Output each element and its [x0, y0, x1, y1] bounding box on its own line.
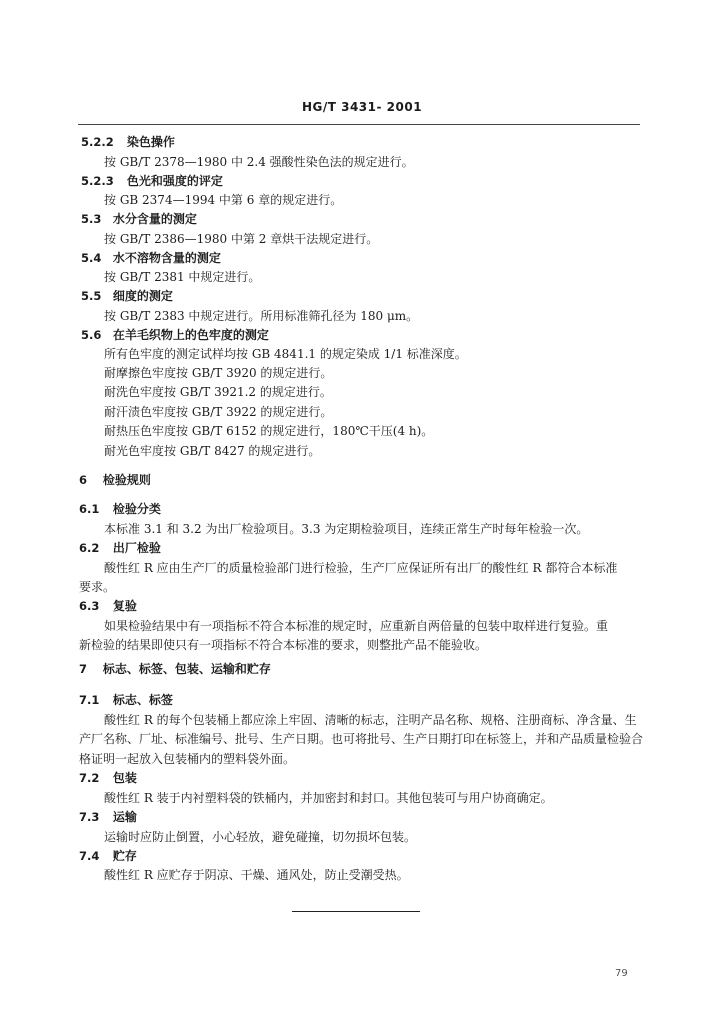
paragraph-line: 所有色牢度的测定试样均按 GB 4841.1 的规定染成 1/1 标准深度。: [104, 347, 467, 361]
paragraph-line: 耐光色牢度按 GB/T 8427 的规定进行。: [104, 444, 321, 458]
header-rule: [78, 124, 640, 125]
section-number: 6.3: [79, 599, 100, 613]
chapter-title: 检验规则: [102, 473, 151, 487]
section-title: 包装: [112, 771, 137, 785]
section-title: 运输: [112, 810, 137, 824]
chapter-number: 6: [79, 473, 88, 487]
document-header: HG/T 3431- 2001: [301, 100, 423, 114]
section-number: 5.4: [81, 251, 102, 265]
section-number: 5.6: [81, 328, 102, 342]
section-heading-7-2: [79, 771, 137, 785]
paragraph-line: 按 GB/T 2378—1980 中 2.4 强酸性染色法的规定进行。: [104, 155, 414, 169]
paragraph-line: 新检验的结果即使只有一项指标不符合本标准的要求，则整批产品不能验收。: [79, 638, 488, 652]
chapter-title: 标志、标签、包装、运输和贮存: [102, 662, 271, 676]
paragraph-line: 耐摩擦色牢度按 GB/T 3920 的规定进行。: [104, 366, 333, 380]
section-title: 贮存: [112, 849, 137, 863]
section-heading-5-4: [81, 251, 221, 265]
section-number: 7.3: [79, 810, 100, 824]
section-title: 检验分类: [112, 502, 161, 516]
section-heading-7-1: [79, 693, 173, 707]
paragraph-line: 酸性红 R 应贮存于阴凉、干燥、通风处，防止受潮受热。: [104, 868, 409, 882]
section-number: 7.1: [79, 693, 100, 707]
paragraph-line: 耐热压色牢度按 GB/T 6152 的规定进行，180℃干压(4 h)。: [104, 424, 434, 438]
chapter-number: 7: [79, 662, 88, 676]
paragraph-line: 格证明一起放入包装桶内的塑料袋外面。: [79, 752, 296, 766]
paragraph-line: 本标准 3.1 和 3.2 为出厂检验项目。3.3 为定期检验项目，连续正常生产时每年检验一次。: [104, 522, 589, 536]
section-title: 复验: [112, 599, 137, 613]
section-number: 5.5: [81, 289, 102, 303]
section-heading-5-5: [81, 289, 173, 303]
paragraph-line: 按 GB/T 2381 中规定进行。: [104, 270, 261, 284]
section-number: 5.2.2: [81, 135, 114, 149]
section-title: 细度的测定: [112, 289, 173, 303]
section-heading-6-2: [79, 541, 161, 555]
section-title: 水分含量的测定: [112, 212, 197, 226]
section-title: 水不溶物含量的测定: [112, 251, 221, 265]
section-number: 5.2.3: [81, 174, 114, 188]
section-heading-5-6: [81, 328, 269, 342]
section-number: 7.4: [79, 849, 100, 863]
paragraph-line: 如果检验结果中有一项指标不符合本标准的规定时，应重新自两倍量的包装中取样进行复验。重: [104, 619, 609, 633]
paragraph-line: 按 GB/T 2383 中规定进行。所用标准筛孔径为 180 μm。: [104, 309, 419, 323]
paragraph-line: 酸性红 R 装于内衬塑料袋的铁桶内，并加密封和封口。其他包装可与用户协商确定。: [104, 791, 553, 805]
section-number: 6.1: [79, 502, 100, 516]
end-of-document-rule: [292, 911, 420, 912]
chapter-heading-6: [79, 473, 151, 487]
section-number: 5.3: [81, 212, 102, 226]
paragraph-line: 耐汗渍色牢度按 GB/T 3922 的规定进行。: [104, 405, 333, 419]
section-heading-5-2-2: [81, 135, 175, 149]
section-heading-6-1: [79, 502, 161, 516]
chapter-heading-7: [79, 662, 271, 676]
paragraph-line: 按 GB 2374—1994 中第 6 章的规定进行。: [104, 193, 343, 207]
page-number: 79: [615, 968, 628, 979]
section-title: 在羊毛织物上的色牢度的测定: [112, 328, 269, 342]
paragraph-line: 产厂名称、厂址、标准编号、批号、生产日期。也可将批号、生产日期打印在标签上，并和产品质量检验合: [79, 732, 644, 746]
section-title: 染色操作: [126, 135, 175, 149]
paragraph-line: 要求。: [79, 580, 116, 594]
section-heading-6-3: [79, 599, 137, 613]
section-heading-5-2-3: [81, 174, 223, 188]
paragraph-line: 按 GB/T 2386—1980 中第 2 章烘干法规定进行。: [104, 232, 379, 246]
paragraph-line: 运输时应防止倒置，小心轻放，避免碰撞，切勿损坏包装。: [104, 830, 417, 844]
paragraph-line: 酸性红 R 的每个包装桶上都应涂上牢固、清晰的标志，注明产品名称、规格、注册商标、净含量、生: [104, 713, 637, 727]
section-title: 标志、标签: [112, 693, 173, 707]
paragraph-line: 酸性红 R 应由生产厂的质量检验部门进行检验，生产厂应保证所有出厂的酸性红 R 都符合本标准: [104, 561, 618, 575]
paragraph-line: 耐洗色牢度按 GB/T 3921.2 的规定进行。: [104, 385, 332, 399]
section-number: 7.2: [79, 771, 100, 785]
section-title: 色光和强度的评定: [126, 174, 223, 188]
section-heading-5-3: [81, 212, 197, 226]
section-title: 出厂检验: [112, 541, 161, 555]
section-number: 6.2: [79, 541, 100, 555]
section-heading-7-4: [79, 849, 137, 863]
section-heading-7-3: [79, 810, 137, 824]
